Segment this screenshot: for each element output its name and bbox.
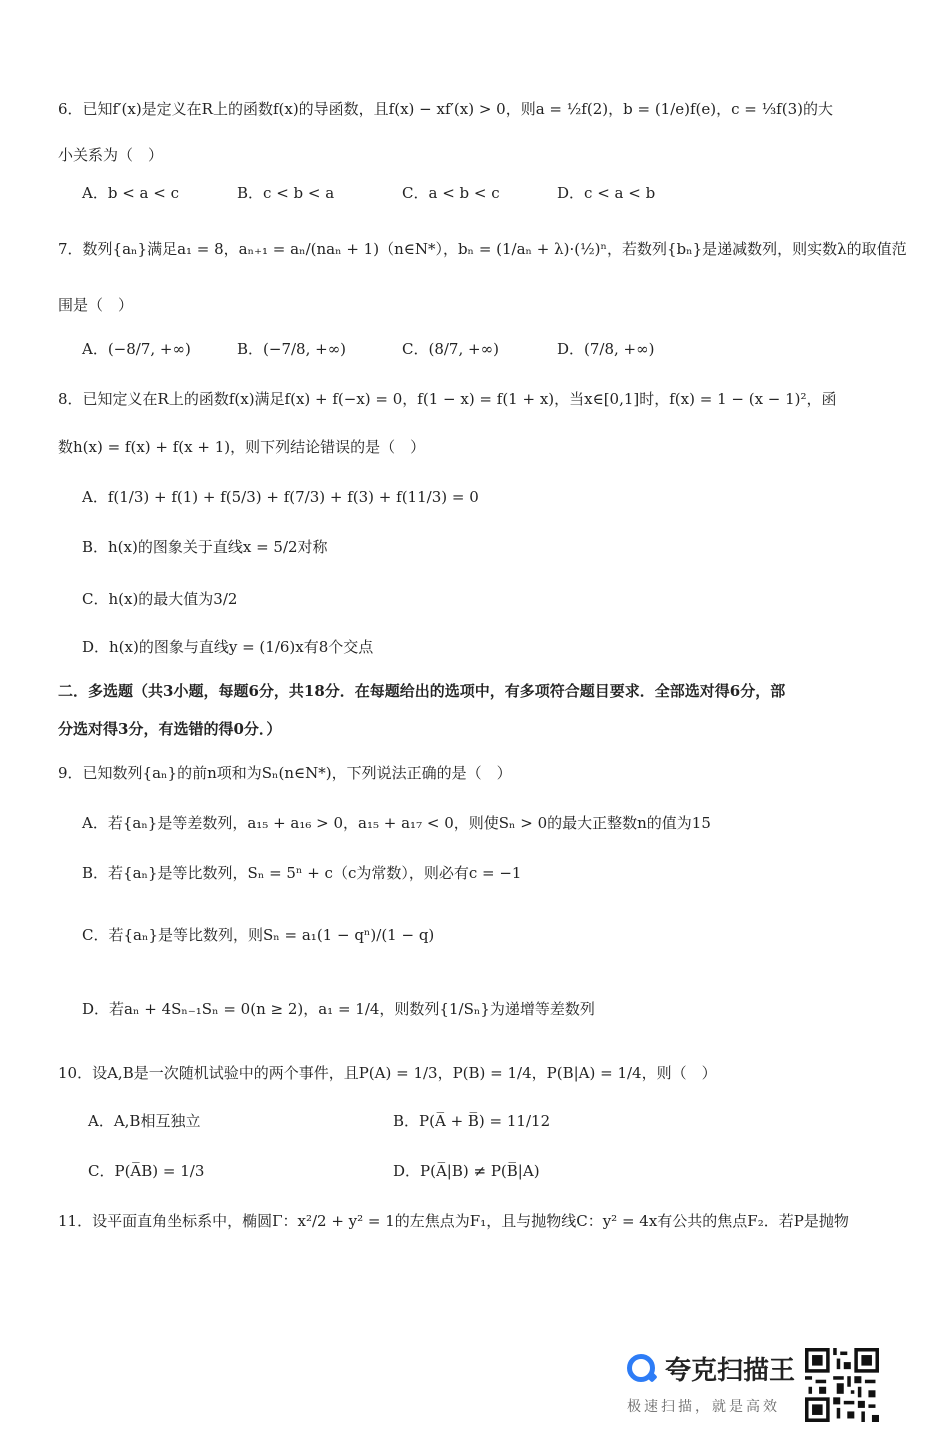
q10-option-d: D．P(A̅|B) ≠ P(B̅|A) bbox=[393, 1162, 540, 1180]
q6-option-d: D．c < a < b bbox=[557, 184, 656, 202]
q6-options bbox=[82, 184, 892, 204]
q10-options-row2 bbox=[88, 1162, 892, 1182]
q8-option-a: A．f(1/3) + f(1) + f(5/3) + f(7/3) + f(3) + f(11/3) = 0 bbox=[82, 488, 479, 506]
q11-stem: 11．设平面直角坐标系中，椭圆Γ：x²/2 + y² = 1的左焦点为F₁，且与抛物线C：y² = 4x有公共的焦点F₂．若P是抛物 bbox=[58, 1212, 849, 1230]
q9-option-c: C．若{aₙ}是等比数列，则Sₙ = a₁(1 − qⁿ)/(1 − q) bbox=[82, 926, 435, 944]
section2-heading-line2: 分选对得3分，有选错的得0分．） bbox=[58, 720, 282, 738]
q9-option-a: A．若{aₙ}是等差数列，a₁₅ + a₁₆ > 0，a₁₅ + a₁₇ < 0，则使Sₙ > 0的最大正整数n的值为15 bbox=[82, 814, 711, 832]
q6-option-a: A．b < a < c bbox=[82, 184, 179, 202]
qr-code-icon bbox=[805, 1348, 879, 1422]
q9-stem: 9．已知数列{aₙ}的前n项和为Sₙ(n∈N*)，下列说法正确的是（ ） bbox=[58, 764, 512, 782]
q10-option-c: C．P(A̅B) = 1/3 bbox=[88, 1162, 205, 1180]
q6-option-c: C．a < b < c bbox=[402, 184, 500, 202]
q8-option-b: B．h(x)的图象关于直线x = 5/2对称 bbox=[82, 538, 328, 556]
q7-stem-line1: 7．数列{aₙ}满足a₁ = 8，aₙ₊₁ = aₙ/(naₙ + 1)（n∈N*），bₙ = (1/aₙ + λ)·(½)ⁿ，若数列{bₙ}是递减数列，则实数λ的取值范 bbox=[58, 240, 907, 258]
q7-options bbox=[82, 340, 892, 360]
q6-stem-line1: 6．已知f′(x)是定义在R上的函数f(x)的导函数，且f(x) − xf′(x) > 0，则a = ½f(2)，b = (1/e)f(e)，c = ⅓f(3)的大 bbox=[58, 100, 833, 118]
q6-option-b: B．c < b < a bbox=[237, 184, 335, 202]
q10-stem: 10．设A,B是一次随机试验中的两个事件，且P(A) = 1/3，P(B) = 1/4，P(B|A) = 1/4，则（ ） bbox=[58, 1064, 717, 1082]
q9-option-b: B．若{aₙ}是等比数列，Sₙ = 5ⁿ + c（c为常数），则必有c = −1 bbox=[82, 864, 522, 882]
q10-option-a: A．A,B相互独立 bbox=[88, 1112, 201, 1130]
q7-option-a: A．(−8/7, +∞) bbox=[82, 340, 191, 358]
scanner-watermark bbox=[625, 1350, 885, 1422]
q8-option-c: C．h(x)的最大值为3/2 bbox=[82, 590, 238, 608]
q9-option-d: D．若aₙ + 4Sₙ₋₁Sₙ = 0(n ≥ 2)，a₁ = 1/4，则数列{1/Sₙ}为递增等差数列 bbox=[82, 1000, 595, 1018]
section2-heading-line1: 二．多选题（共3小题，每题6分，共18分．在每题给出的选项中，有多项符合题目要求．全部选对得6分，部 bbox=[58, 682, 786, 700]
q6-stem-line2: 小关系为（ ） bbox=[58, 146, 164, 164]
q8-stem-line2: 数h(x) = f(x) + f(x + 1)，则下列结论错误的是（ ） bbox=[58, 438, 426, 456]
q8-option-d: D．h(x)的图象与直线y = (1/6)x有8个交点 bbox=[82, 638, 374, 656]
quark-logo-icon bbox=[627, 1354, 655, 1382]
q7-option-c: C．(8/7, +∞) bbox=[402, 340, 499, 358]
q7-option-b: B．(−7/8, +∞) bbox=[237, 340, 347, 358]
q7-stem-line2: 围是（ ） bbox=[58, 296, 134, 314]
watermark-brand: 夸克扫描王 bbox=[665, 1356, 796, 1386]
q10-option-b: B．P(A̅ + B̅) = 11/12 bbox=[393, 1112, 551, 1130]
q7-option-d: D．(7/8, +∞) bbox=[557, 340, 655, 358]
q8-stem-line1: 8．已知定义在R上的函数f(x)满足f(x) + f(−x) = 0，f(1 − x) = f(1 + x)，当x∈[0,1]时，f(x) = 1 − (x − 1)²，函 bbox=[58, 390, 837, 408]
q10-options-row1 bbox=[88, 1112, 892, 1132]
watermark-slogan: 极速扫描，就是高效 bbox=[627, 1399, 780, 1415]
